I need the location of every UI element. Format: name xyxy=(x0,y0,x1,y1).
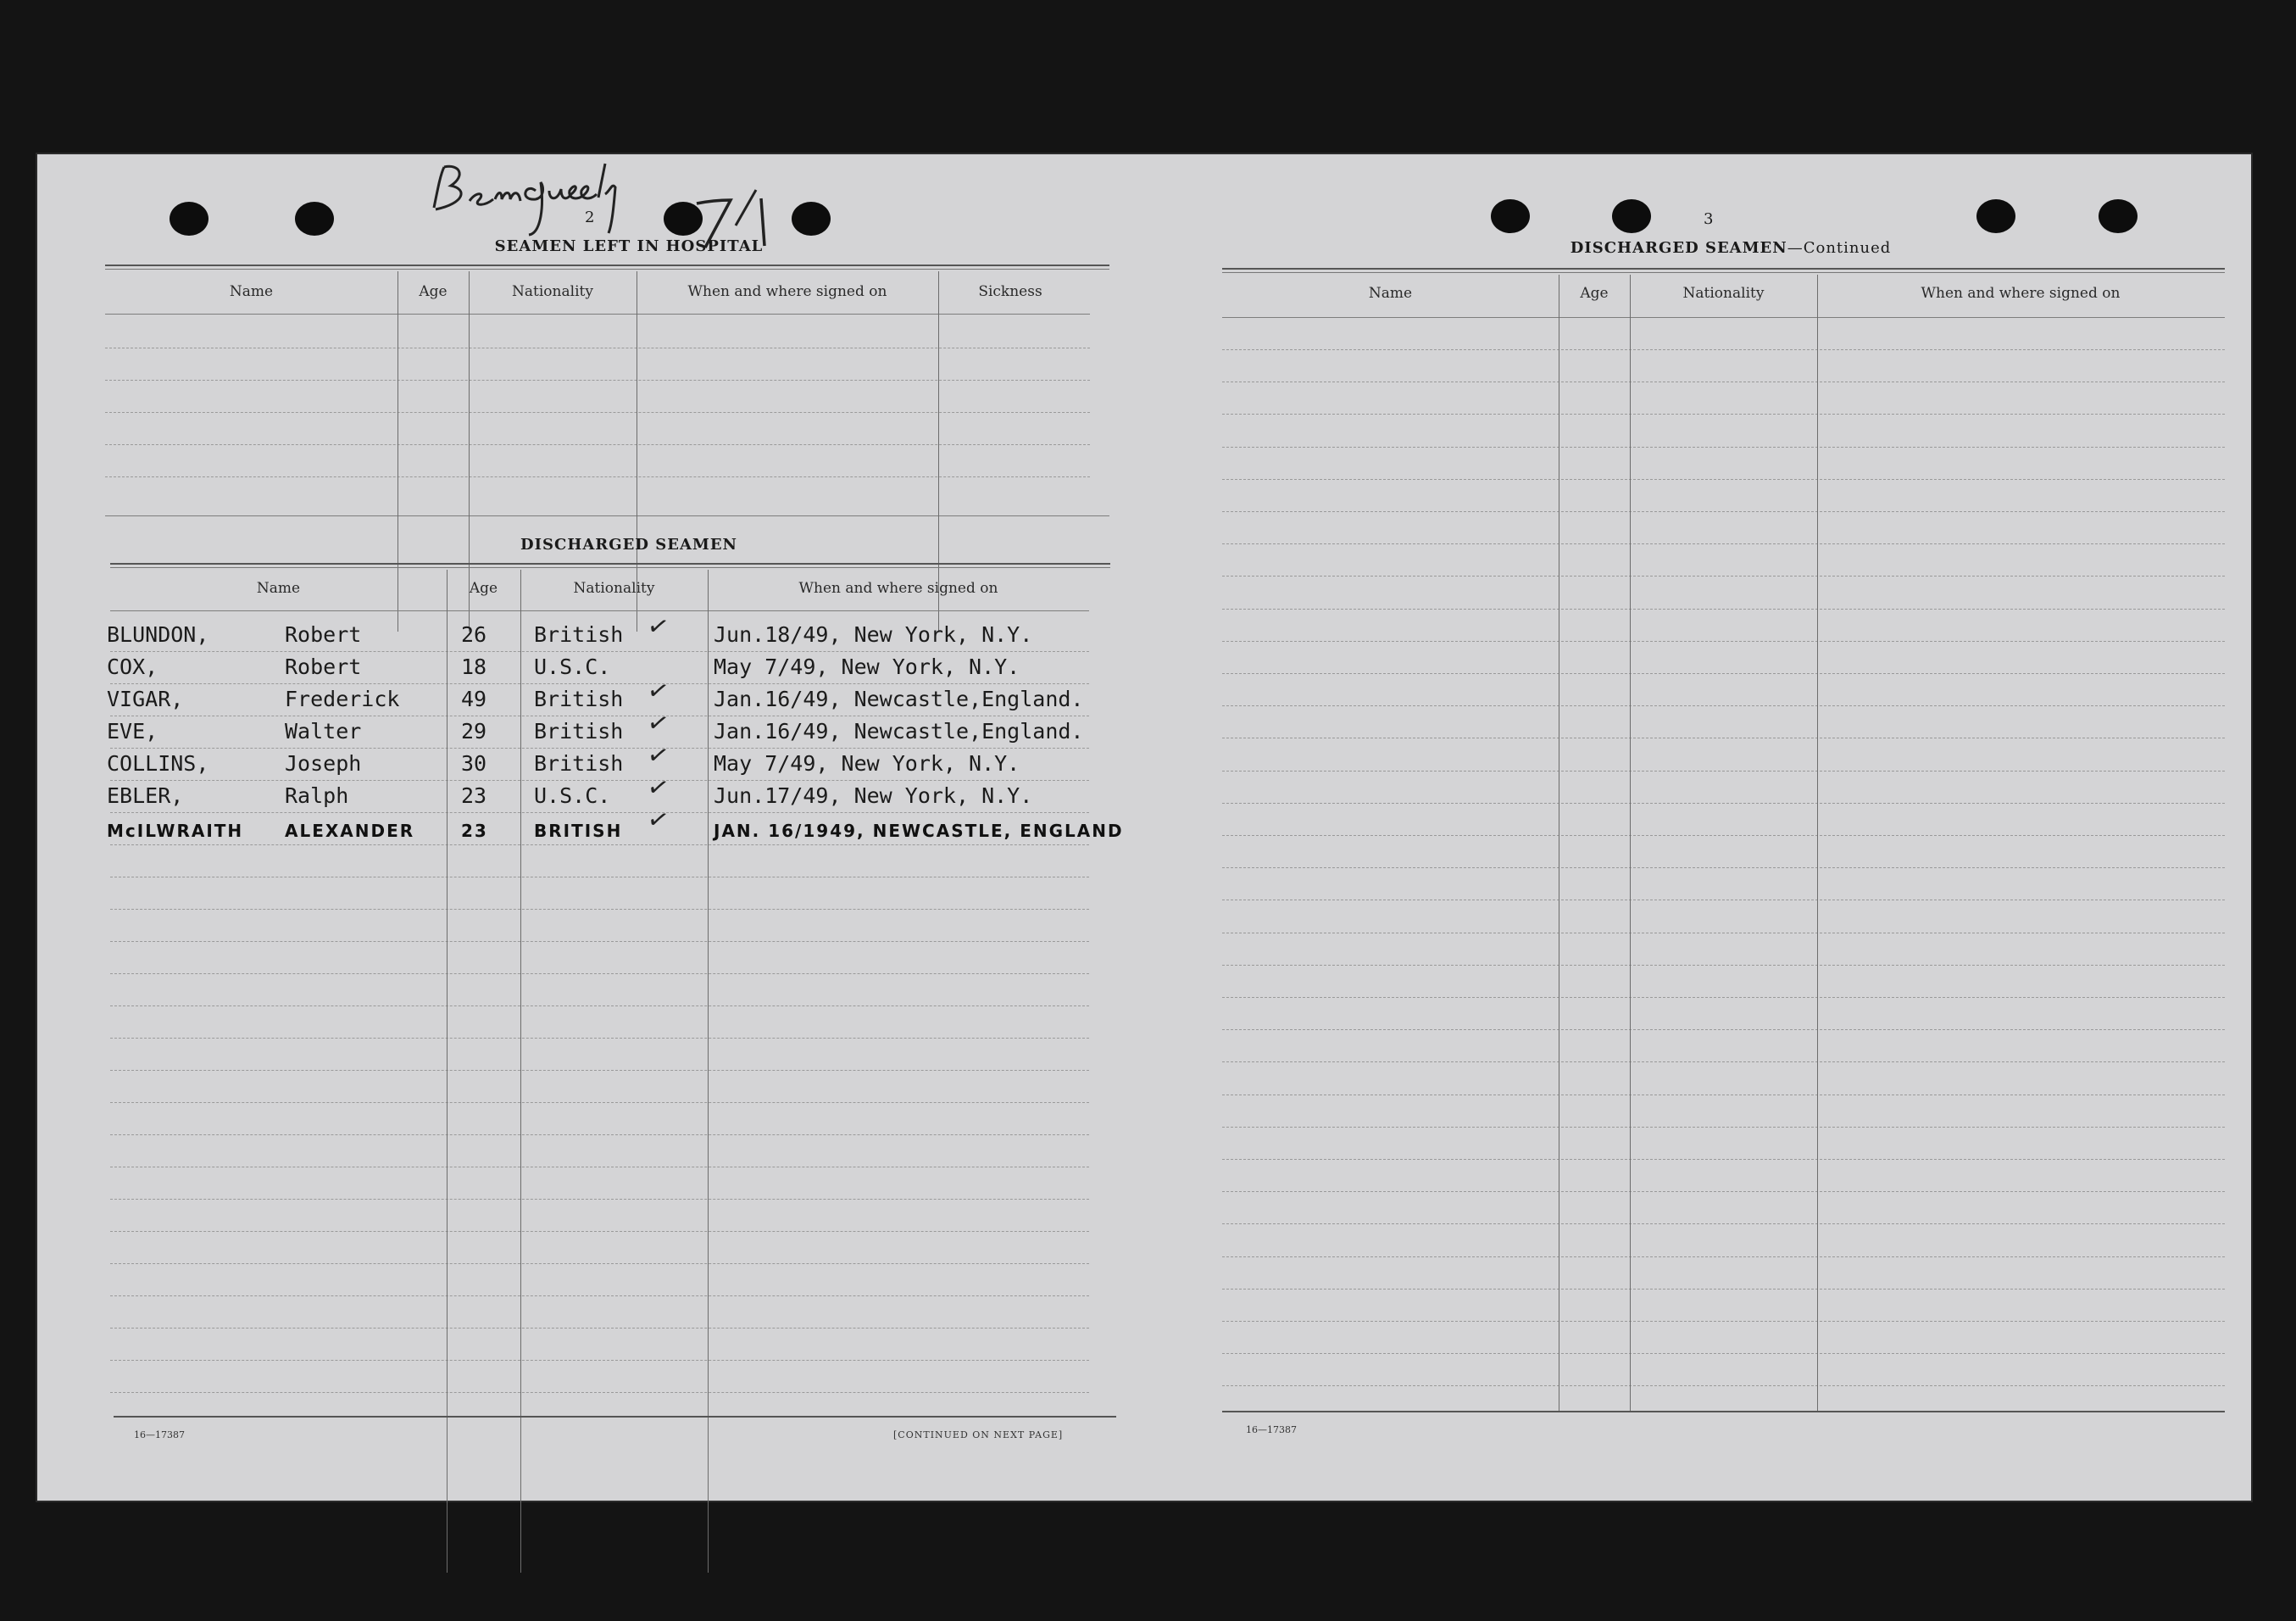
row-line xyxy=(110,941,1089,942)
seaman-first-name: ALEXANDER xyxy=(285,821,415,841)
row-line xyxy=(1222,641,2225,642)
row-line xyxy=(110,1328,1089,1329)
left-page-number: 2 xyxy=(585,209,595,226)
check-mark-icon: ✓ xyxy=(644,610,672,644)
seaman-nationality: British xyxy=(534,719,624,744)
row-line xyxy=(110,1295,1089,1296)
seaman-signed-on: May 7/49, New York, N.Y. xyxy=(714,751,1020,776)
seaman-last-name: BLUNDON, xyxy=(107,622,209,647)
col-header-age: Age xyxy=(419,283,448,300)
row-line xyxy=(1222,997,2225,998)
col-divider xyxy=(938,271,939,632)
seaman-age: 23 xyxy=(461,783,487,808)
col-header-nationality: Nationality xyxy=(573,580,655,597)
seaman-age: 26 xyxy=(461,622,487,647)
row-line xyxy=(110,780,1089,781)
seaman-age: 49 xyxy=(461,687,487,711)
seaman-nationality: British xyxy=(534,751,624,776)
punch-hole xyxy=(792,202,831,236)
punch-hole xyxy=(295,202,334,236)
col-header-age: Age xyxy=(1580,285,1609,302)
discharged-section-title: DISCHARGED SEAMEN xyxy=(520,536,738,554)
seaman-last-name: COLLINS, xyxy=(107,751,209,776)
check-mark-icon: ✓ xyxy=(644,674,672,709)
seaman-nationality: BRITISH xyxy=(534,821,623,841)
seaman-age: 18 xyxy=(461,655,487,679)
row-line xyxy=(1222,835,2225,836)
row-line xyxy=(110,844,1089,845)
row-line xyxy=(1222,447,2225,448)
seaman-nationality: U.S.C. xyxy=(534,783,611,808)
col-header-signed-on: When and where signed on xyxy=(687,283,887,300)
seaman-first-name: Ralph xyxy=(285,783,349,808)
seaman-age: 30 xyxy=(461,751,487,776)
seaman-nationality: British xyxy=(534,622,624,647)
row-line xyxy=(1222,1223,2225,1224)
seaman-nationality: British xyxy=(534,687,624,711)
row-line xyxy=(1222,705,2225,706)
header-rule xyxy=(105,265,1109,270)
row-line xyxy=(1222,576,2225,577)
row-line xyxy=(1222,511,2225,512)
row-line xyxy=(105,476,1090,477)
col-divider xyxy=(397,271,398,632)
col-header-signed-on: When and where signed on xyxy=(798,580,998,597)
seaman-signed-on: JAN. 16/1949, NEWCASTLE, ENGLAND xyxy=(714,821,1124,841)
row-line xyxy=(1222,673,2225,674)
seaman-last-name: McILWRAITH xyxy=(107,821,244,841)
seaman-age: 29 xyxy=(461,719,487,744)
col-header-name: Name xyxy=(256,580,301,597)
row-line xyxy=(1222,965,2225,966)
row-line xyxy=(1222,414,2225,415)
row-line xyxy=(1222,543,2225,544)
col-header-name: Name xyxy=(1368,285,1413,302)
left-form-code: 16—17387 xyxy=(134,1429,185,1440)
row-line xyxy=(1222,1127,2225,1128)
seaman-first-name: Joseph xyxy=(285,751,362,776)
col-divider xyxy=(1630,275,1631,1411)
check-mark-icon: ✓ xyxy=(644,706,672,741)
row-line xyxy=(110,1102,1089,1103)
punch-hole xyxy=(1491,199,1530,233)
seaman-nationality: U.S.C. xyxy=(534,655,611,679)
seaman-signed-on: Jun.18/49, New York, N.Y. xyxy=(714,622,1033,647)
row-line xyxy=(105,444,1090,445)
row-line xyxy=(110,1263,1089,1264)
col-header-name: Name xyxy=(229,283,274,300)
row-line xyxy=(110,812,1089,813)
row-line xyxy=(1222,803,2225,804)
check-mark-icon: ✓ xyxy=(644,738,672,773)
table-rule xyxy=(1222,317,2225,318)
col-header-age: Age xyxy=(469,580,498,597)
row-line xyxy=(1222,867,2225,868)
row-line xyxy=(1222,479,2225,480)
continued-note: [CONTINUED ON NEXT PAGE] xyxy=(893,1429,1064,1440)
row-line xyxy=(110,909,1089,910)
table-bottom-rule xyxy=(1222,1411,2225,1412)
row-line xyxy=(110,683,1089,684)
row-line xyxy=(1222,1061,2225,1062)
row-line xyxy=(1222,1159,2225,1160)
hospital-section-title: SEAMEN LEFT IN HOSPITAL xyxy=(494,237,764,255)
row-line xyxy=(110,1199,1089,1200)
col-divider xyxy=(708,570,709,1573)
row-line xyxy=(1222,1385,2225,1386)
row-line xyxy=(1222,1289,2225,1290)
col-divider xyxy=(469,271,470,632)
row-line xyxy=(110,748,1089,749)
seaman-signed-on: May 7/49, New York, N.Y. xyxy=(714,655,1020,679)
seaman-signed-on: Jan.16/49, Newcastle,England. xyxy=(714,719,1084,744)
handwritten-ship-name xyxy=(417,157,688,237)
table-rule xyxy=(110,610,1089,611)
seaman-first-name: Walter xyxy=(285,719,362,744)
row-line xyxy=(1222,1321,2225,1322)
col-header-nationality: Nationality xyxy=(1682,285,1765,302)
punch-hole xyxy=(170,202,208,236)
row-line xyxy=(110,651,1089,652)
row-line xyxy=(110,973,1089,974)
col-header-sickness: Sickness xyxy=(978,283,1042,300)
header-rule xyxy=(110,563,1110,568)
row-line xyxy=(110,1360,1089,1361)
seaman-age: 23 xyxy=(461,821,488,841)
right-section-title-main: DISCHARGED SEAMEN xyxy=(1570,239,1787,257)
row-line xyxy=(1222,1029,2225,1030)
row-line xyxy=(110,1005,1089,1006)
right-section-title-suffix: —Continued xyxy=(1787,239,1892,257)
row-line xyxy=(110,1070,1089,1071)
seaman-last-name: VIGAR, xyxy=(107,687,184,711)
punch-hole xyxy=(2099,199,2138,233)
col-divider xyxy=(1817,275,1818,1411)
table-rule xyxy=(105,314,1090,315)
row-line xyxy=(110,1392,1089,1393)
header-rule xyxy=(1222,268,2225,273)
seaman-first-name: Robert xyxy=(285,655,362,679)
seaman-signed-on: Jan.16/49, Newcastle,England. xyxy=(714,687,1084,711)
table-bottom-rule xyxy=(114,1416,1116,1418)
col-divider xyxy=(520,570,521,1573)
punch-hole xyxy=(1976,199,2015,233)
ledger-sheet xyxy=(36,153,2253,1502)
row-line xyxy=(1222,1191,2225,1192)
row-line xyxy=(105,412,1090,413)
col-header-signed-on: When and where signed on xyxy=(1921,285,2121,302)
row-line xyxy=(1222,1353,2225,1354)
row-line xyxy=(1222,349,2225,350)
seaman-first-name: Robert xyxy=(285,622,362,647)
row-line xyxy=(105,380,1090,381)
row-line xyxy=(110,1038,1089,1039)
row-line xyxy=(1222,771,2225,772)
seaman-last-name: EVE, xyxy=(107,719,158,744)
check-mark-icon: ✓ xyxy=(644,803,672,838)
right-page-number: 3 xyxy=(1704,210,1714,228)
row-line xyxy=(110,1134,1089,1135)
seaman-last-name: EBLER, xyxy=(107,783,184,808)
right-form-code: 16—17387 xyxy=(1246,1424,1297,1435)
check-mark-icon: ✓ xyxy=(644,771,672,805)
seaman-signed-on: Jun.17/49, New York, N.Y. xyxy=(714,783,1033,808)
row-line xyxy=(1222,1256,2225,1257)
seaman-last-name: COX, xyxy=(107,655,158,679)
seaman-first-name: Frederick xyxy=(285,687,400,711)
row-line xyxy=(1222,609,2225,610)
table-rule xyxy=(105,515,1109,516)
punch-hole xyxy=(1612,199,1651,233)
right-section-title xyxy=(1409,239,2053,257)
row-line xyxy=(110,1231,1089,1232)
col-header-nationality: Nationality xyxy=(512,283,593,300)
col-divider xyxy=(447,570,448,1573)
